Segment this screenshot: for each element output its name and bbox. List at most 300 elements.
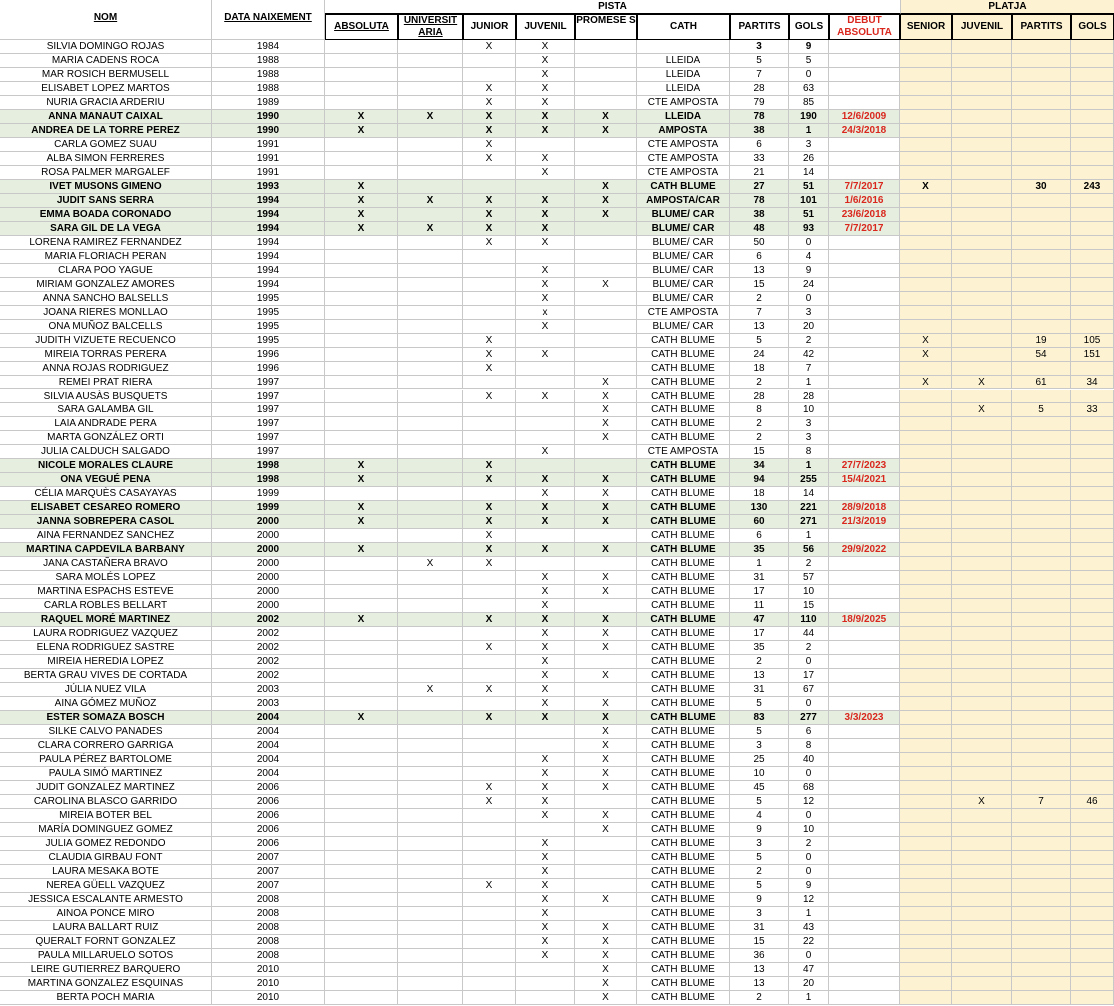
cell-gols[interactable]: 17 [789,669,829,683]
cell-platja-juvenil[interactable] [952,250,1012,264]
cell-promeses[interactable]: X [575,767,637,781]
cell-data-naixement[interactable]: 1995 [212,334,325,348]
table-row[interactable] [0,362,1114,376]
cell-absoluta[interactable] [325,753,398,767]
cell-partits[interactable]: 25 [730,753,789,767]
cell-junior[interactable] [463,571,516,585]
cell-cath[interactable]: CATH BLUME [637,865,730,879]
cell-nom[interactable]: ALBA SIMON FERRERES [0,152,212,166]
cell-juvenil[interactable]: X [516,264,575,278]
cell-platja-gols[interactable]: 243 [1071,180,1114,194]
cell-nom[interactable]: PAULA SIMÓ MARTINEZ [0,767,212,781]
cell-absoluta[interactable]: X [325,501,398,515]
cell-universitaria[interactable] [398,935,463,949]
cell-gols[interactable]: 20 [789,320,829,334]
cell-platja-gols[interactable] [1071,417,1114,431]
cell-senior[interactable] [900,417,952,431]
cell-universitaria[interactable] [398,907,463,921]
cell-cath[interactable]: BLUME/ CAR [637,278,730,292]
cell-universitaria[interactable]: X [398,110,463,124]
table-row[interactable] [0,334,1114,348]
cell-platja-juvenil[interactable] [952,809,1012,823]
cell-cath[interactable]: CATH BLUME [637,739,730,753]
cell-platja-gols[interactable] [1071,823,1114,837]
cell-data-naixement[interactable]: 2000 [212,529,325,543]
table-row[interactable] [0,348,1114,362]
cell-debut[interactable] [829,655,900,669]
cell-senior[interactable] [900,194,952,208]
cell-juvenil[interactable]: X [516,473,575,487]
cell-gols[interactable]: 1 [789,991,829,1005]
cell-partits[interactable]: 1 [730,557,789,571]
cell-partits[interactable]: 5 [730,851,789,865]
cell-junior[interactable] [463,278,516,292]
cell-platja-gols[interactable] [1071,110,1114,124]
cell-absoluta[interactable] [325,362,398,376]
cell-platja-partits[interactable] [1012,977,1071,991]
cell-cath[interactable]: CATH BLUME [637,571,730,585]
cell-debut[interactable] [829,809,900,823]
cell-junior[interactable] [463,431,516,445]
cell-platja-gols[interactable] [1071,152,1114,166]
cell-junior[interactable] [463,403,516,417]
cell-universitaria[interactable]: X [398,222,463,236]
cell-promeses[interactable] [575,250,637,264]
cell-juvenil[interactable]: X [516,68,575,82]
cell-data-naixement[interactable]: 2002 [212,655,325,669]
cell-gols[interactable]: 0 [789,865,829,879]
cell-nom[interactable]: SILVIA AUSÀS BUSQUETS [0,390,212,404]
cell-data-naixement[interactable]: 2008 [212,893,325,907]
cell-senior[interactable] [900,739,952,753]
cell-platja-partits[interactable] [1012,571,1071,585]
cell-gols[interactable]: 0 [789,236,829,250]
cell-nom[interactable]: SILVIA DOMINGO ROJAS [0,40,212,54]
cell-platja-gols[interactable] [1071,809,1114,823]
cell-senior[interactable] [900,683,952,697]
table-row[interactable] [0,487,1114,501]
cell-juvenil[interactable]: X [516,152,575,166]
cell-gols[interactable]: 40 [789,753,829,767]
cell-absoluta[interactable] [325,683,398,697]
table-row[interactable] [0,613,1114,627]
cell-junior[interactable] [463,68,516,82]
table-row[interactable] [0,739,1114,753]
cell-partits[interactable]: 31 [730,571,789,585]
cell-platja-juvenil[interactable] [952,334,1012,348]
cell-gols[interactable]: 0 [789,809,829,823]
cell-debut[interactable] [829,278,900,292]
cell-partits[interactable]: 21 [730,166,789,180]
cell-gols[interactable]: 56 [789,543,829,557]
cell-debut[interactable] [829,292,900,306]
cell-nom[interactable]: CARLA ROBLES BELLART [0,599,212,613]
cell-data-naixement[interactable]: 1988 [212,54,325,68]
cell-platja-juvenil[interactable] [952,907,1012,921]
table-row[interactable] [0,865,1114,879]
cell-platja-partits[interactable] [1012,879,1071,893]
cell-platja-juvenil[interactable] [952,879,1012,893]
cell-senior[interactable] [900,278,952,292]
cell-gols[interactable]: 42 [789,348,829,362]
cell-absoluta[interactable] [325,82,398,96]
cell-juvenil[interactable]: X [516,599,575,613]
cell-nom[interactable]: NICOLE MORALES CLAURE [0,459,212,473]
cell-platja-juvenil[interactable] [952,627,1012,641]
cell-gols[interactable]: 93 [789,222,829,236]
cell-partits[interactable]: 5 [730,54,789,68]
cell-platja-juvenil[interactable] [952,599,1012,613]
cell-gols[interactable]: 255 [789,473,829,487]
cell-partits[interactable]: 2 [730,865,789,879]
cell-platja-gols[interactable]: 34 [1071,376,1114,390]
cell-platja-partits[interactable] [1012,82,1071,96]
cell-promeses[interactable]: X [575,501,637,515]
cell-partits[interactable]: 18 [730,487,789,501]
cell-debut[interactable] [829,96,900,110]
cell-partits[interactable]: 4 [730,809,789,823]
cell-gols[interactable]: 1 [789,124,829,138]
cell-cath[interactable]: CATH BLUME [637,417,730,431]
table-row[interactable] [0,543,1114,557]
cell-platja-partits[interactable] [1012,697,1071,711]
cell-promeses[interactable] [575,362,637,376]
cell-promeses[interactable]: X [575,278,637,292]
cell-nom[interactable]: MIREIA HEREDIA LOPEZ [0,655,212,669]
cell-juvenil[interactable]: X [516,683,575,697]
cell-gols[interactable]: 51 [789,180,829,194]
cell-universitaria[interactable] [398,473,463,487]
cell-platja-juvenil[interactable] [952,697,1012,711]
cell-juvenil[interactable]: X [516,613,575,627]
cell-cath[interactable]: CTE AMPOSTA [637,306,730,320]
cell-gols[interactable]: 6 [789,725,829,739]
table-row[interactable] [0,529,1114,543]
cell-juvenil[interactable] [516,739,575,753]
cell-partits[interactable]: 5 [730,697,789,711]
cell-nom[interactable]: CLARA CORRERO GARRIGA [0,739,212,753]
cell-promeses[interactable] [575,445,637,459]
cell-senior[interactable] [900,977,952,991]
cell-nom[interactable]: AINA FERNANDEZ SANCHEZ [0,529,212,543]
cell-cath[interactable]: CATH BLUME [637,390,730,404]
cell-gols[interactable]: 63 [789,82,829,96]
cell-data-naixement[interactable]: 1991 [212,152,325,166]
cell-cath[interactable]: CATH BLUME [637,557,730,571]
cell-platja-gols[interactable] [1071,278,1114,292]
cell-universitaria[interactable]: X [398,557,463,571]
cell-nom[interactable]: JULIA GOMEZ REDONDO [0,837,212,851]
cell-gols[interactable]: 2 [789,641,829,655]
cell-promeses[interactable]: X [575,781,637,795]
cell-platja-gols[interactable]: 46 [1071,795,1114,809]
cell-debut[interactable] [829,865,900,879]
cell-platja-partits[interactable] [1012,949,1071,963]
cell-universitaria[interactable]: X [398,194,463,208]
table-row[interactable] [0,250,1114,264]
cell-nom[interactable]: LEIRE GUTIERREZ BARQUERO [0,963,212,977]
cell-platja-juvenil[interactable] [952,893,1012,907]
cell-juvenil[interactable] [516,725,575,739]
cell-platja-juvenil[interactable] [952,138,1012,152]
cell-cath[interactable]: CTE AMPOSTA [637,166,730,180]
cell-junior[interactable]: X [463,110,516,124]
cell-cath[interactable]: CATH BLUME [637,627,730,641]
cell-platja-gols[interactable] [1071,711,1114,725]
cell-universitaria[interactable] [398,236,463,250]
cell-platja-partits[interactable] [1012,753,1071,767]
cell-platja-partits[interactable]: 54 [1012,348,1071,362]
cell-platja-partits[interactable] [1012,669,1071,683]
cell-nom[interactable]: LAURA RODRIGUEZ VAZQUEZ [0,627,212,641]
cell-platja-partits[interactable] [1012,991,1071,1005]
cell-promeses[interactable]: X [575,725,637,739]
cell-platja-gols[interactable] [1071,725,1114,739]
cell-platja-partits[interactable] [1012,725,1071,739]
cell-platja-juvenil[interactable] [952,431,1012,445]
cell-senior[interactable] [900,809,952,823]
cell-partits[interactable]: 15 [730,445,789,459]
cell-platja-juvenil[interactable] [952,459,1012,473]
cell-juvenil[interactable]: X [516,837,575,851]
header-platja-gols[interactable]: GOLS [1071,14,1114,40]
cell-senior[interactable]: X [900,180,952,194]
cell-senior[interactable] [900,166,952,180]
cell-universitaria[interactable] [398,893,463,907]
cell-promeses[interactable] [575,82,637,96]
cell-senior[interactable] [900,306,952,320]
cell-nom[interactable]: MARTINA CAPDEVILA BARBANY [0,543,212,557]
cell-platja-gols[interactable] [1071,585,1114,599]
cell-platja-juvenil[interactable] [952,823,1012,837]
cell-junior[interactable] [463,180,516,194]
cell-debut[interactable] [829,40,900,54]
cell-cath[interactable]: CTE AMPOSTA [637,138,730,152]
cell-juvenil[interactable]: X [516,445,575,459]
cell-senior[interactable]: X [900,348,952,362]
cell-platja-gols[interactable] [1071,935,1114,949]
cell-universitaria[interactable] [398,487,463,501]
cell-partits[interactable]: 17 [730,585,789,599]
cell-platja-partits[interactable] [1012,278,1071,292]
table-row[interactable] [0,110,1114,124]
cell-nom[interactable]: LAURA BALLART RUIZ [0,921,212,935]
cell-absoluta[interactable] [325,278,398,292]
cell-nom[interactable]: CLARA POO YAGUE [0,264,212,278]
cell-platja-gols[interactable] [1071,669,1114,683]
cell-absoluta[interactable]: X [325,459,398,473]
cell-absoluta[interactable] [325,68,398,82]
table-row[interactable] [0,459,1114,473]
table-row[interactable] [0,152,1114,166]
cell-senior[interactable] [900,781,952,795]
cell-gols[interactable]: 12 [789,893,829,907]
cell-platja-juvenil[interactable] [952,585,1012,599]
cell-gols[interactable]: 3 [789,417,829,431]
cell-data-naixement[interactable]: 2010 [212,963,325,977]
cell-promeses[interactable]: X [575,669,637,683]
cell-nom[interactable]: ESTER SOMAZA BOSCH [0,711,212,725]
cell-senior[interactable] [900,250,952,264]
cell-debut[interactable] [829,585,900,599]
table-row[interactable] [0,907,1114,921]
header-platja-partits[interactable]: PARTITS [1012,14,1071,40]
cell-absoluta[interactable] [325,851,398,865]
cell-universitaria[interactable] [398,390,463,404]
cell-cath[interactable]: BLUME/ CAR [637,292,730,306]
cell-platja-gols[interactable] [1071,459,1114,473]
cell-gols[interactable]: 22 [789,935,829,949]
cell-juvenil[interactable]: X [516,208,575,222]
cell-platja-juvenil[interactable]: X [952,376,1012,390]
cell-promeses[interactable] [575,236,637,250]
cell-universitaria[interactable] [398,669,463,683]
cell-absoluta[interactable] [325,40,398,54]
cell-debut[interactable] [829,264,900,278]
cell-senior[interactable] [900,124,952,138]
cell-platja-partits[interactable] [1012,599,1071,613]
cell-platja-partits[interactable] [1012,865,1071,879]
table-row[interactable] [0,627,1114,641]
cell-universitaria[interactable] [398,501,463,515]
cell-platja-gols[interactable] [1071,487,1114,501]
cell-universitaria[interactable] [398,809,463,823]
cell-platja-partits[interactable] [1012,250,1071,264]
cell-nom[interactable]: JUDIT GONZALEZ MARTINEZ [0,781,212,795]
cell-nom[interactable]: SARA GALAMBA GIL [0,403,212,417]
cell-senior[interactable] [900,655,952,669]
cell-platja-partits[interactable] [1012,641,1071,655]
cell-universitaria[interactable] [398,781,463,795]
cell-absoluta[interactable]: X [325,194,398,208]
cell-universitaria[interactable]: X [398,683,463,697]
cell-partits[interactable]: 2 [730,991,789,1005]
cell-platja-partits[interactable] [1012,907,1071,921]
cell-cath[interactable]: CTE AMPOSTA [637,445,730,459]
cell-platja-juvenil[interactable] [952,82,1012,96]
cell-juvenil[interactable]: X [516,124,575,138]
cell-gols[interactable]: 51 [789,208,829,222]
cell-platja-gols[interactable] [1071,54,1114,68]
cell-debut[interactable] [829,879,900,893]
cell-promeses[interactable]: X [575,739,637,753]
cell-partits[interactable]: 15 [730,935,789,949]
cell-cath[interactable]: LLEIDA [637,54,730,68]
cell-platja-partits[interactable] [1012,306,1071,320]
cell-senior[interactable] [900,68,952,82]
cell-platja-juvenil[interactable] [952,348,1012,362]
cell-debut[interactable] [829,697,900,711]
cell-promeses[interactable]: X [575,376,637,390]
cell-platja-gols[interactable] [1071,781,1114,795]
cell-platja-gols[interactable] [1071,166,1114,180]
cell-promeses[interactable]: X [575,390,637,404]
cell-cath[interactable]: BLUME/ CAR [637,250,730,264]
cell-juvenil[interactable] [516,991,575,1005]
cell-junior[interactable]: X [463,501,516,515]
cell-juvenil[interactable]: X [516,292,575,306]
cell-junior[interactable]: X [463,82,516,96]
cell-partits[interactable]: 45 [730,781,789,795]
cell-gols[interactable]: 44 [789,627,829,641]
cell-senior[interactable] [900,935,952,949]
cell-promeses[interactable]: X [575,571,637,585]
cell-platja-gols[interactable] [1071,208,1114,222]
cell-absoluta[interactable]: X [325,208,398,222]
cell-promeses[interactable]: X [575,641,637,655]
cell-cath[interactable]: CATH BLUME [637,711,730,725]
cell-cath[interactable]: CATH BLUME [637,180,730,194]
cell-junior[interactable]: X [463,152,516,166]
cell-promeses[interactable]: X [575,124,637,138]
cell-nom[interactable]: JUDIT SANS SERRA [0,194,212,208]
cell-juvenil[interactable]: X [516,655,575,669]
cell-cath[interactable]: CATH BLUME [637,977,730,991]
cell-universitaria[interactable] [398,40,463,54]
cell-universitaria[interactable] [398,991,463,1005]
cell-nom[interactable]: ANNA SANCHO BALSELLS [0,292,212,306]
table-row[interactable] [0,194,1114,208]
table-row[interactable] [0,879,1114,893]
cell-platja-partits[interactable] [1012,292,1071,306]
cell-partits[interactable]: 5 [730,725,789,739]
cell-partits[interactable]: 3 [730,739,789,753]
table-row[interactable] [0,823,1114,837]
cell-promeses[interactable]: X [575,613,637,627]
cell-gols[interactable]: 2 [789,837,829,851]
cell-nom[interactable]: MIREIA TORRAS PERERA [0,348,212,362]
cell-nom[interactable]: AINA GÓMEZ MUÑOZ [0,697,212,711]
cell-promeses[interactable] [575,557,637,571]
cell-debut[interactable] [829,851,900,865]
header-platja-juvenil[interactable]: JUVENIL [952,14,1012,40]
cell-data-naixement[interactable]: 1996 [212,362,325,376]
cell-nom[interactable]: MARTA GONZÁLEZ ORTI [0,431,212,445]
cell-data-naixement[interactable]: 1993 [212,180,325,194]
cell-platja-juvenil[interactable] [952,753,1012,767]
header-promeses[interactable]: PROMESE S [575,14,637,40]
cell-data-naixement[interactable]: 2004 [212,725,325,739]
cell-debut[interactable] [829,376,900,390]
cell-juvenil[interactable] [516,376,575,390]
cell-absoluta[interactable] [325,529,398,543]
cell-nom[interactable]: JÚLIA NUEZ VILA [0,683,212,697]
cell-partits[interactable]: 9 [730,893,789,907]
cell-platja-partits[interactable] [1012,921,1071,935]
cell-nom[interactable]: MAR ROSICH BERMUSELL [0,68,212,82]
cell-data-naixement[interactable]: 1988 [212,82,325,96]
cell-promeses[interactable] [575,54,637,68]
cell-cath[interactable]: CATH BLUME [637,893,730,907]
header-data-naixement[interactable]: DATA NAIXEMENT [212,0,325,40]
header-debut-absoluta[interactable]: DEBUT ABSOLUTA [829,14,900,40]
cell-cath[interactable]: CATH BLUME [637,781,730,795]
cell-partits[interactable]: 7 [730,306,789,320]
cell-gols[interactable]: 277 [789,711,829,725]
cell-cath[interactable]: CATH BLUME [637,697,730,711]
cell-senior[interactable] [900,82,952,96]
cell-data-naixement[interactable]: 1989 [212,96,325,110]
cell-universitaria[interactable] [398,739,463,753]
cell-senior[interactable] [900,851,952,865]
cell-platja-partits[interactable] [1012,54,1071,68]
cell-promeses[interactable]: X [575,711,637,725]
cell-cath[interactable]: LLEIDA [637,68,730,82]
cell-gols[interactable]: 8 [789,739,829,753]
cell-absoluta[interactable]: X [325,543,398,557]
cell-juvenil[interactable]: X [516,781,575,795]
cell-absoluta[interactable] [325,390,398,404]
